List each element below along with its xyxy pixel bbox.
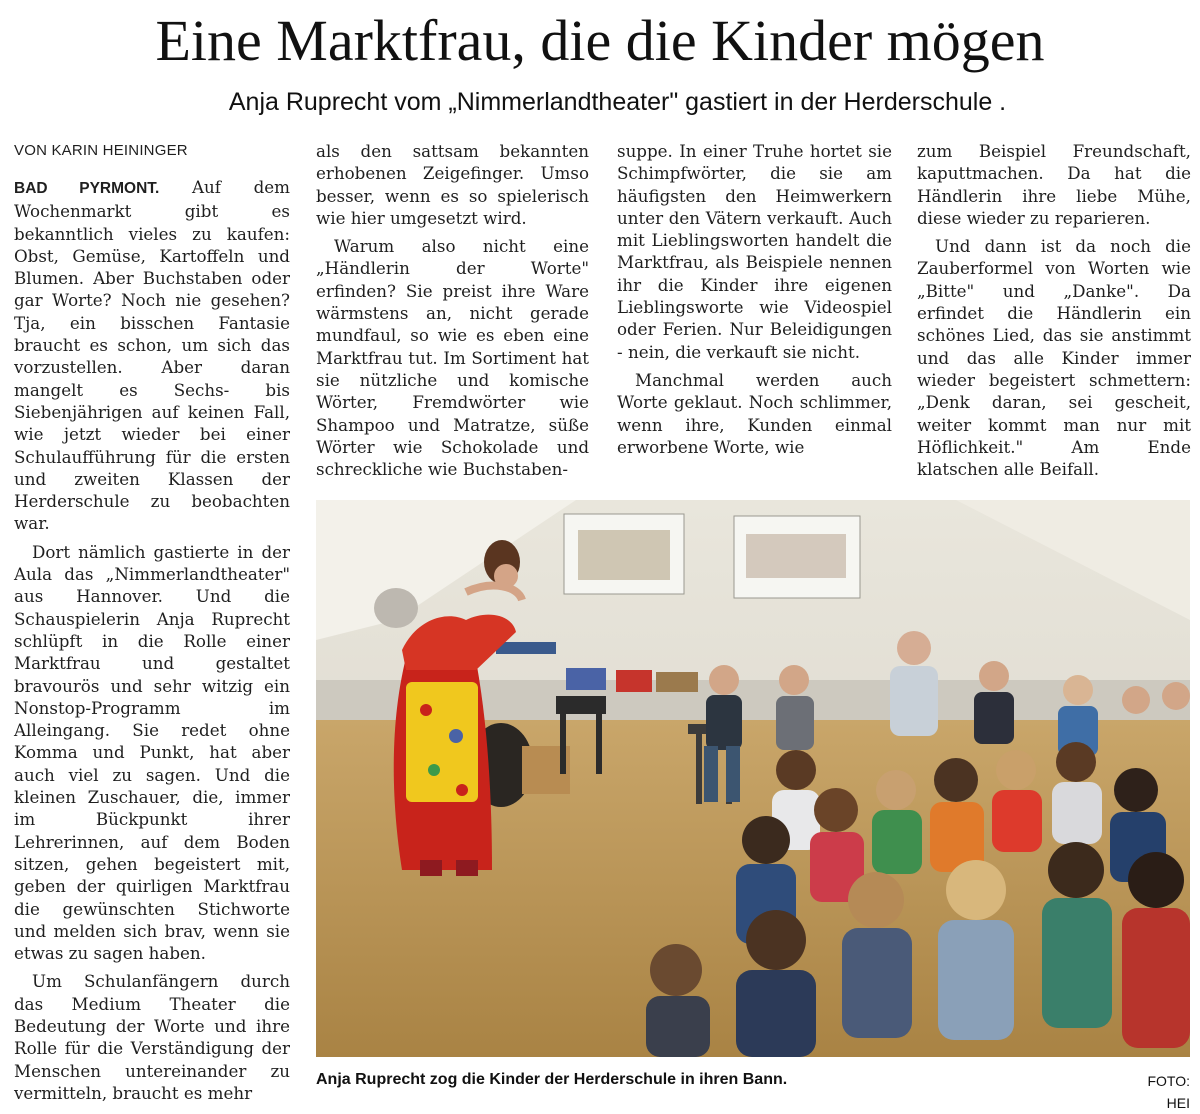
dateline: BAD PYRMONT. — [14, 180, 160, 197]
paragraph: Und dann ist da noch die Zauberformel von Worten wie „Bitte" und „Danke". Da erfindet die Händlerin ein schönes Lied, das sie anstimmt und das alle Kinder immer wieder begeistert schmettern: „Denk daran, sei gescheit, weiter kommt man nur mit Höflichkeit." Am Ende klatschen alle Beifall. — [917, 236, 1191, 480]
paragraph: Manchmal werden auch Worte geklaut. Noch schlimmer, wenn ihre, Kunden einmal erworbene Worte, wie — [617, 369, 892, 457]
paragraph — [14, 176, 290, 535]
paragraph: Um Schulanfängern durch das Medium Theater die Bedeutung der Worte und ihre Rolle für die Verständigung der Menschen untereinander zu vermitteln, braucht es mehr — [14, 971, 290, 1103]
paragraph: zum Beispiel Freundschaft, kaputtmachen. Da hat die Händlerin ihre liebe Mühe, diese wieder zu reparieren. — [917, 141, 1191, 228]
subheadline: Anja Ruprecht vom „Nimmerlandtheater" gastiert in der Herderschule . — [228, 88, 1007, 116]
article-photo — [316, 500, 1190, 1057]
paragraph: Dort nämlich gastierte in der Aula das „Nimmerlandtheater" aus Hannover. Und die Schauspielerin Anja Ruprecht schlüpft in die Rolle einer Marktfrau und gestaltet bravourös und sehr witzig ein Nonstop-Programm im Alleingang. Sie redet ohne Komma und Punkt, hat aber auch viel zu sagen. Und die kleinen Zuschauer, die, immer im Bückpunkt ihrer Lehrerinnen, auf dem Boden sitzen, gehen begeistert mit, geben der quirligen Marktfrau die gewünschten Stichworte und melden sich brav, wenn sie etwas zu sagen haben. — [14, 541, 290, 964]
paragraph: suppe. In einer Truhe hortet sie Schimpfwörter, die sie am häufigsten den Heimwerkern unter den Vätern verkauft. Auch mit Lieblingsworten handelt die Marktfrau, als Beispiele nennen ihr die Kinder ihre eigenen Lieblingsworte wie Videospiel oder Ferien. Nur Beleidigungen - nein, die verkauft sie nicht. — [617, 141, 892, 362]
article-column-1 — [14, 140, 290, 1104]
article-column-4 — [917, 140, 1191, 480]
photo-credit: FOTO: HEI — [1147, 1073, 1190, 1111]
article-column-3 — [617, 140, 892, 458]
photo-caption: Anja Ruprecht zog die Kinder der Herderschule in ihren Bann. — [316, 1071, 788, 1088]
paragraph-text: Auf dem Wochenmarkt gibt es bekanntlich vieles zu kaufen: Obst, Gemüse, Kartoffeln und Blumen. Aber Buchstaben oder gar Worte? Noch nie gesehen? Tja, ein bisschen Fantasie braucht es schon, um sich das vorzustellen. Aber daran mangelt es Sechs- bis Siebenjährigen auf keinen Fall, wie jetzt wieder bei einer Schulaufführung für die ersten und zweiten Klassen der Herderschule zu beobachten war. — [14, 177, 290, 534]
paragraph: Warum also nicht eine „Händlerin der Worte" erfinden? Sie preist ihre Ware wärmstens an, nicht gerade mundfaul, so wie es eben eine Marktfrau tut. Im Sortiment hat sie nützliche und komische Wörter, Fremdwörter wie Shampoo und Matratze, süße Wörter wie Schokolade und schreckliche wie Buchstaben- — [316, 236, 589, 480]
headline: Eine Marktfrau, die die Kinder mögen — [155, 8, 1045, 73]
paragraph: als den sattsam bekannten erhobenen Zeigefinger. Umso besser, wenn es so spielerisch wie hier umgesetzt wird. — [316, 141, 589, 228]
byline: VON KARIN HEININGER — [14, 142, 188, 159]
theater-scene-illustration — [316, 500, 1190, 1057]
article-column-2 — [316, 140, 589, 480]
